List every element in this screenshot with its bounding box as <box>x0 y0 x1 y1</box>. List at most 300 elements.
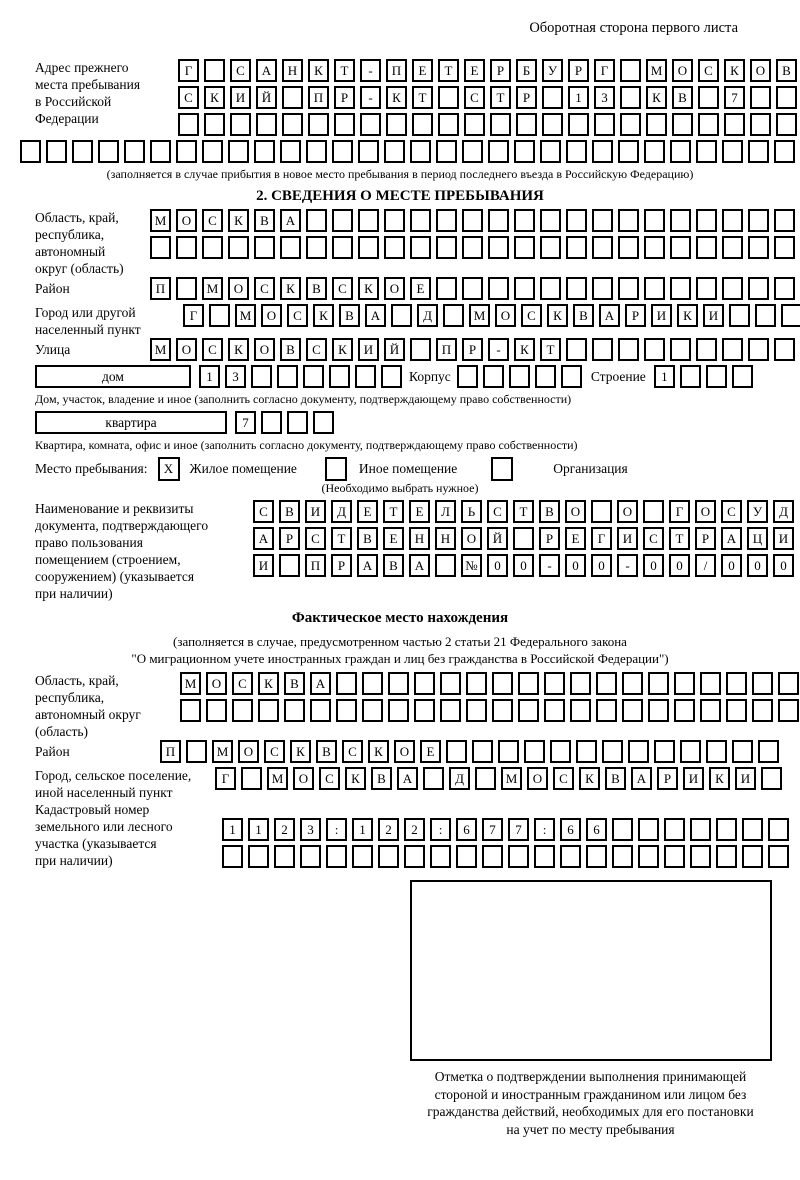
char-cell[interactable]: - <box>360 86 381 109</box>
char-cell[interactable]: 3 <box>300 818 321 841</box>
char-cell[interactable]: В <box>605 767 626 790</box>
char-cell[interactable] <box>202 140 223 163</box>
char-cell[interactable]: О <box>238 740 259 763</box>
char-cell[interactable] <box>542 113 563 136</box>
char-cell[interactable] <box>306 236 327 259</box>
char-cell[interactable] <box>596 699 617 722</box>
char-cell[interactable]: Й <box>487 527 508 550</box>
char-cell[interactable] <box>180 699 201 722</box>
char-cell[interactable]: О <box>228 277 249 300</box>
char-cell[interactable] <box>306 140 327 163</box>
char-cell[interactable] <box>457 365 478 388</box>
char-cell[interactable]: К <box>368 740 389 763</box>
char-cell[interactable]: Т <box>412 86 433 109</box>
char-cell[interactable]: 2 <box>378 818 399 841</box>
char-cell[interactable] <box>648 699 669 722</box>
char-cell[interactable] <box>540 236 561 259</box>
char-cell[interactable] <box>176 140 197 163</box>
char-cell[interactable] <box>230 113 251 136</box>
char-cell[interactable]: С <box>464 86 485 109</box>
char-cell[interactable]: С <box>254 277 275 300</box>
char-cell[interactable]: О <box>461 527 482 550</box>
char-cell[interactable]: И <box>230 86 251 109</box>
char-cell[interactable]: К <box>677 304 698 327</box>
char-cell[interactable] <box>748 277 769 300</box>
char-cell[interactable]: Р <box>279 527 300 550</box>
char-cell[interactable] <box>570 699 591 722</box>
char-cell[interactable]: Т <box>438 59 459 82</box>
char-cell[interactable] <box>326 845 347 868</box>
char-cell[interactable]: А <box>409 554 430 577</box>
char-cell[interactable] <box>391 304 412 327</box>
char-cell[interactable] <box>618 338 639 361</box>
char-cell[interactable]: Р <box>490 59 511 82</box>
char-cell[interactable] <box>706 365 727 388</box>
checkbox-zhiloe[interactable]: X <box>158 457 180 481</box>
char-cell[interactable] <box>696 209 717 232</box>
char-cell[interactable]: Й <box>384 338 405 361</box>
char-cell[interactable] <box>241 767 262 790</box>
char-cell[interactable]: : <box>534 818 555 841</box>
char-cell[interactable]: И <box>358 338 379 361</box>
char-cell[interactable] <box>618 209 639 232</box>
char-cell[interactable]: М <box>212 740 233 763</box>
char-cell[interactable] <box>774 338 795 361</box>
char-cell[interactable] <box>776 86 797 109</box>
char-cell[interactable] <box>716 845 737 868</box>
char-cell[interactable] <box>638 818 659 841</box>
char-cell[interactable] <box>492 699 513 722</box>
char-cell[interactable] <box>329 365 350 388</box>
char-cell[interactable]: Т <box>490 86 511 109</box>
char-cell[interactable]: К <box>547 304 568 327</box>
char-cell[interactable] <box>748 209 769 232</box>
char-cell[interactable]: Р <box>334 86 355 109</box>
char-cell[interactable]: В <box>672 86 693 109</box>
char-cell[interactable] <box>778 672 799 695</box>
char-cell[interactable] <box>622 699 643 722</box>
char-cell[interactable]: П <box>386 59 407 82</box>
char-cell[interactable] <box>509 365 530 388</box>
char-cell[interactable] <box>336 672 357 695</box>
char-cell[interactable] <box>381 365 402 388</box>
char-cell[interactable] <box>781 304 800 327</box>
char-cell[interactable] <box>492 672 513 695</box>
char-cell[interactable] <box>490 113 511 136</box>
char-cell[interactable]: М <box>646 59 667 82</box>
char-cell[interactable]: Н <box>282 59 303 82</box>
char-cell[interactable] <box>209 304 230 327</box>
char-cell[interactable]: 0 <box>721 554 742 577</box>
char-cell[interactable] <box>466 699 487 722</box>
char-cell[interactable] <box>774 209 795 232</box>
char-cell[interactable] <box>388 672 409 695</box>
char-cell[interactable]: П <box>305 554 326 577</box>
char-cell[interactable]: П <box>436 338 457 361</box>
char-cell[interactable]: К <box>579 767 600 790</box>
char-cell[interactable]: 7 <box>724 86 745 109</box>
char-cell[interactable] <box>410 209 431 232</box>
char-cell[interactable] <box>774 277 795 300</box>
char-cell[interactable] <box>722 236 743 259</box>
char-cell[interactable] <box>726 699 747 722</box>
char-cell[interactable] <box>540 140 561 163</box>
char-cell[interactable]: С <box>332 277 353 300</box>
char-cell[interactable] <box>498 740 519 763</box>
char-cell[interactable] <box>488 277 509 300</box>
char-cell[interactable]: В <box>776 59 797 82</box>
char-cell[interactable]: - <box>488 338 509 361</box>
char-cell[interactable]: 1 <box>248 818 269 841</box>
char-cell[interactable]: К <box>313 304 334 327</box>
char-cell[interactable] <box>752 672 773 695</box>
char-cell[interactable] <box>732 740 753 763</box>
char-cell[interactable] <box>514 236 535 259</box>
char-cell[interactable]: Г <box>669 500 690 523</box>
char-cell[interactable] <box>488 236 509 259</box>
char-cell[interactable]: К <box>332 338 353 361</box>
char-cell[interactable] <box>514 140 535 163</box>
char-cell[interactable] <box>46 140 67 163</box>
char-cell[interactable]: К <box>290 740 311 763</box>
char-cell[interactable]: М <box>235 304 256 327</box>
char-cell[interactable] <box>472 740 493 763</box>
char-cell[interactable] <box>443 304 464 327</box>
char-cell[interactable]: М <box>267 767 288 790</box>
char-cell[interactable]: Р <box>539 527 560 550</box>
char-cell[interactable]: Д <box>773 500 794 523</box>
char-cell[interactable]: С <box>553 767 574 790</box>
char-cell[interactable] <box>176 277 197 300</box>
char-cell[interactable] <box>592 338 613 361</box>
char-cell[interactable]: 2 <box>274 818 295 841</box>
char-cell[interactable] <box>488 140 509 163</box>
char-cell[interactable] <box>654 740 675 763</box>
char-cell[interactable] <box>680 740 701 763</box>
char-cell[interactable] <box>664 845 685 868</box>
char-cell[interactable] <box>628 740 649 763</box>
char-cell[interactable]: Т <box>331 527 352 550</box>
char-cell[interactable] <box>336 699 357 722</box>
char-cell[interactable] <box>352 845 373 868</box>
char-cell[interactable] <box>362 672 383 695</box>
char-cell[interactable] <box>436 236 457 259</box>
char-cell[interactable] <box>436 209 457 232</box>
char-cell[interactable]: Й <box>256 86 277 109</box>
char-cell[interactable]: 1 <box>199 365 220 388</box>
char-cell[interactable] <box>722 140 743 163</box>
char-cell[interactable] <box>646 113 667 136</box>
char-cell[interactable]: М <box>150 338 171 361</box>
char-cell[interactable]: А <box>599 304 620 327</box>
char-cell[interactable]: В <box>383 554 404 577</box>
char-cell[interactable]: - <box>539 554 560 577</box>
char-cell[interactable]: О <box>384 277 405 300</box>
char-cell[interactable] <box>534 845 555 868</box>
char-cell[interactable] <box>540 209 561 232</box>
char-cell[interactable]: В <box>279 500 300 523</box>
char-cell[interactable]: 7 <box>235 411 256 434</box>
char-cell[interactable]: Б <box>516 59 537 82</box>
char-cell[interactable]: 0 <box>513 554 534 577</box>
char-cell[interactable]: - <box>617 554 638 577</box>
char-cell[interactable]: О <box>394 740 415 763</box>
char-cell[interactable]: Г <box>215 767 236 790</box>
char-cell[interactable] <box>648 672 669 695</box>
char-cell[interactable] <box>412 113 433 136</box>
char-cell[interactable] <box>644 338 665 361</box>
char-cell[interactable] <box>378 845 399 868</box>
char-cell[interactable]: Е <box>464 59 485 82</box>
char-cell[interactable]: Р <box>695 527 716 550</box>
char-cell[interactable] <box>761 767 782 790</box>
char-cell[interactable]: 6 <box>456 818 477 841</box>
char-cell[interactable] <box>384 140 405 163</box>
char-cell[interactable]: В <box>371 767 392 790</box>
char-cell[interactable] <box>670 338 691 361</box>
char-cell[interactable] <box>592 140 613 163</box>
char-cell[interactable]: Ь <box>461 500 482 523</box>
checkbox-organizaciya[interactable] <box>491 457 513 481</box>
char-cell[interactable]: М <box>150 209 171 232</box>
char-cell[interactable] <box>98 140 119 163</box>
char-cell[interactable]: А <box>253 527 274 550</box>
char-cell[interactable] <box>568 113 589 136</box>
char-cell[interactable] <box>674 699 695 722</box>
char-cell[interactable]: Т <box>513 500 534 523</box>
char-cell[interactable] <box>300 845 321 868</box>
char-cell[interactable] <box>414 672 435 695</box>
char-cell[interactable]: С <box>319 767 340 790</box>
char-cell[interactable]: К <box>646 86 667 109</box>
char-cell[interactable]: О <box>695 500 716 523</box>
char-cell[interactable]: Т <box>383 500 404 523</box>
char-cell[interactable]: Р <box>657 767 678 790</box>
char-cell[interactable] <box>178 113 199 136</box>
char-cell[interactable]: Г <box>591 527 612 550</box>
char-cell[interactable] <box>670 209 691 232</box>
char-cell[interactable] <box>638 845 659 868</box>
char-cell[interactable] <box>204 59 225 82</box>
char-cell[interactable]: К <box>345 767 366 790</box>
char-cell[interactable] <box>748 140 769 163</box>
char-cell[interactable] <box>774 236 795 259</box>
char-cell[interactable] <box>277 365 298 388</box>
char-cell[interactable] <box>332 140 353 163</box>
char-cell[interactable] <box>748 338 769 361</box>
char-cell[interactable] <box>591 500 612 523</box>
char-cell[interactable]: Ц <box>747 527 768 550</box>
char-cell[interactable] <box>729 304 750 327</box>
char-cell[interactable] <box>456 845 477 868</box>
char-cell[interactable] <box>274 845 295 868</box>
char-cell[interactable]: Н <box>409 527 430 550</box>
char-cell[interactable]: А <box>721 527 742 550</box>
char-cell[interactable]: У <box>542 59 563 82</box>
char-cell[interactable]: С <box>178 86 199 109</box>
char-cell[interactable]: И <box>305 500 326 523</box>
char-cell[interactable]: И <box>617 527 638 550</box>
char-cell[interactable]: И <box>253 554 274 577</box>
char-cell[interactable] <box>362 699 383 722</box>
char-cell[interactable] <box>279 554 300 577</box>
char-cell[interactable]: О <box>527 767 548 790</box>
char-cell[interactable] <box>303 365 324 388</box>
char-cell[interactable]: В <box>306 277 327 300</box>
char-cell[interactable]: П <box>160 740 181 763</box>
char-cell[interactable] <box>360 113 381 136</box>
char-cell[interactable]: Р <box>568 59 589 82</box>
char-cell[interactable] <box>438 86 459 109</box>
char-cell[interactable] <box>466 672 487 695</box>
char-cell[interactable] <box>388 699 409 722</box>
char-cell[interactable] <box>436 277 457 300</box>
char-cell[interactable]: 0 <box>487 554 508 577</box>
char-cell[interactable]: 1 <box>352 818 373 841</box>
char-cell[interactable] <box>612 845 633 868</box>
char-cell[interactable]: А <box>357 554 378 577</box>
char-cell[interactable] <box>482 845 503 868</box>
char-cell[interactable] <box>592 277 613 300</box>
char-cell[interactable]: В <box>280 338 301 361</box>
char-cell[interactable] <box>758 740 779 763</box>
char-cell[interactable]: К <box>228 338 249 361</box>
char-cell[interactable]: 6 <box>560 818 581 841</box>
char-cell[interactable] <box>516 113 537 136</box>
char-cell[interactable]: О <box>672 59 693 82</box>
char-cell[interactable]: К <box>386 86 407 109</box>
char-cell[interactable]: Е <box>357 500 378 523</box>
char-cell[interactable] <box>592 236 613 259</box>
char-cell[interactable] <box>332 236 353 259</box>
char-cell[interactable] <box>462 277 483 300</box>
char-cell[interactable]: А <box>397 767 418 790</box>
char-cell[interactable]: С <box>202 338 223 361</box>
char-cell[interactable] <box>414 699 435 722</box>
char-cell[interactable]: 7 <box>508 818 529 841</box>
char-cell[interactable] <box>386 113 407 136</box>
char-cell[interactable] <box>384 209 405 232</box>
char-cell[interactable] <box>287 411 308 434</box>
char-cell[interactable]: 1 <box>222 818 243 841</box>
char-cell[interactable]: С <box>698 59 719 82</box>
char-cell[interactable] <box>722 277 743 300</box>
char-cell[interactable] <box>566 209 587 232</box>
char-cell[interactable] <box>514 209 535 232</box>
char-cell[interactable] <box>696 338 717 361</box>
char-cell[interactable] <box>410 236 431 259</box>
char-cell[interactable]: С <box>487 500 508 523</box>
char-cell[interactable] <box>488 209 509 232</box>
char-cell[interactable] <box>435 554 456 577</box>
char-cell[interactable] <box>752 699 773 722</box>
char-cell[interactable]: К <box>258 672 279 695</box>
char-cell[interactable]: Е <box>409 500 430 523</box>
char-cell[interactable] <box>251 365 272 388</box>
char-cell[interactable]: К <box>280 277 301 300</box>
char-cell[interactable] <box>308 113 329 136</box>
char-cell[interactable] <box>228 140 249 163</box>
char-cell[interactable]: А <box>310 672 331 695</box>
char-cell[interactable]: Д <box>417 304 438 327</box>
char-cell[interactable] <box>358 236 379 259</box>
char-cell[interactable] <box>204 113 225 136</box>
char-cell[interactable] <box>332 209 353 232</box>
char-cell[interactable]: 3 <box>594 86 615 109</box>
char-cell[interactable]: Е <box>410 277 431 300</box>
char-cell[interactable]: В <box>539 500 560 523</box>
char-cell[interactable] <box>748 236 769 259</box>
char-cell[interactable]: Р <box>625 304 646 327</box>
char-cell[interactable] <box>358 140 379 163</box>
char-cell[interactable]: 1 <box>654 365 675 388</box>
char-cell[interactable] <box>542 86 563 109</box>
char-cell[interactable]: О <box>261 304 282 327</box>
char-cell[interactable] <box>310 699 331 722</box>
char-cell[interactable] <box>644 140 665 163</box>
char-cell[interactable]: О <box>176 338 197 361</box>
char-cell[interactable] <box>561 365 582 388</box>
char-cell[interactable] <box>644 277 665 300</box>
char-cell[interactable]: П <box>150 277 171 300</box>
char-cell[interactable]: Р <box>331 554 352 577</box>
char-cell[interactable] <box>550 740 571 763</box>
char-cell[interactable]: С <box>230 59 251 82</box>
char-cell[interactable] <box>696 140 717 163</box>
char-cell[interactable] <box>282 113 303 136</box>
char-cell[interactable]: А <box>631 767 652 790</box>
char-cell[interactable]: Л <box>435 500 456 523</box>
char-cell[interactable] <box>232 699 253 722</box>
char-cell[interactable] <box>690 818 711 841</box>
char-cell[interactable] <box>696 277 717 300</box>
char-cell[interactable] <box>706 740 727 763</box>
char-cell[interactable] <box>576 740 597 763</box>
char-cell[interactable]: О <box>565 500 586 523</box>
char-cell[interactable] <box>355 365 376 388</box>
char-cell[interactable]: В <box>357 527 378 550</box>
char-cell[interactable] <box>334 113 355 136</box>
char-cell[interactable]: 0 <box>591 554 612 577</box>
char-cell[interactable]: / <box>695 554 716 577</box>
char-cell[interactable]: О <box>293 767 314 790</box>
char-cell[interactable] <box>518 699 539 722</box>
char-cell[interactable]: 1 <box>568 86 589 109</box>
char-cell[interactable] <box>440 699 461 722</box>
char-cell[interactable]: О <box>254 338 275 361</box>
char-cell[interactable]: П <box>308 86 329 109</box>
char-cell[interactable] <box>724 113 745 136</box>
char-cell[interactable]: Д <box>331 500 352 523</box>
char-cell[interactable] <box>202 236 223 259</box>
char-cell[interactable] <box>594 113 615 136</box>
char-cell[interactable] <box>438 113 459 136</box>
char-cell[interactable] <box>358 209 379 232</box>
char-cell[interactable] <box>670 277 691 300</box>
char-cell[interactable] <box>620 59 641 82</box>
char-cell[interactable]: Р <box>462 338 483 361</box>
char-cell[interactable]: Р <box>516 86 537 109</box>
char-cell[interactable] <box>483 365 504 388</box>
char-cell[interactable] <box>670 236 691 259</box>
char-cell[interactable]: С <box>287 304 308 327</box>
char-cell[interactable]: С <box>521 304 542 327</box>
char-cell[interactable]: Д <box>449 767 470 790</box>
char-cell[interactable] <box>462 209 483 232</box>
char-cell[interactable] <box>446 740 467 763</box>
char-cell[interactable]: Г <box>178 59 199 82</box>
char-cell[interactable]: : <box>326 818 347 841</box>
